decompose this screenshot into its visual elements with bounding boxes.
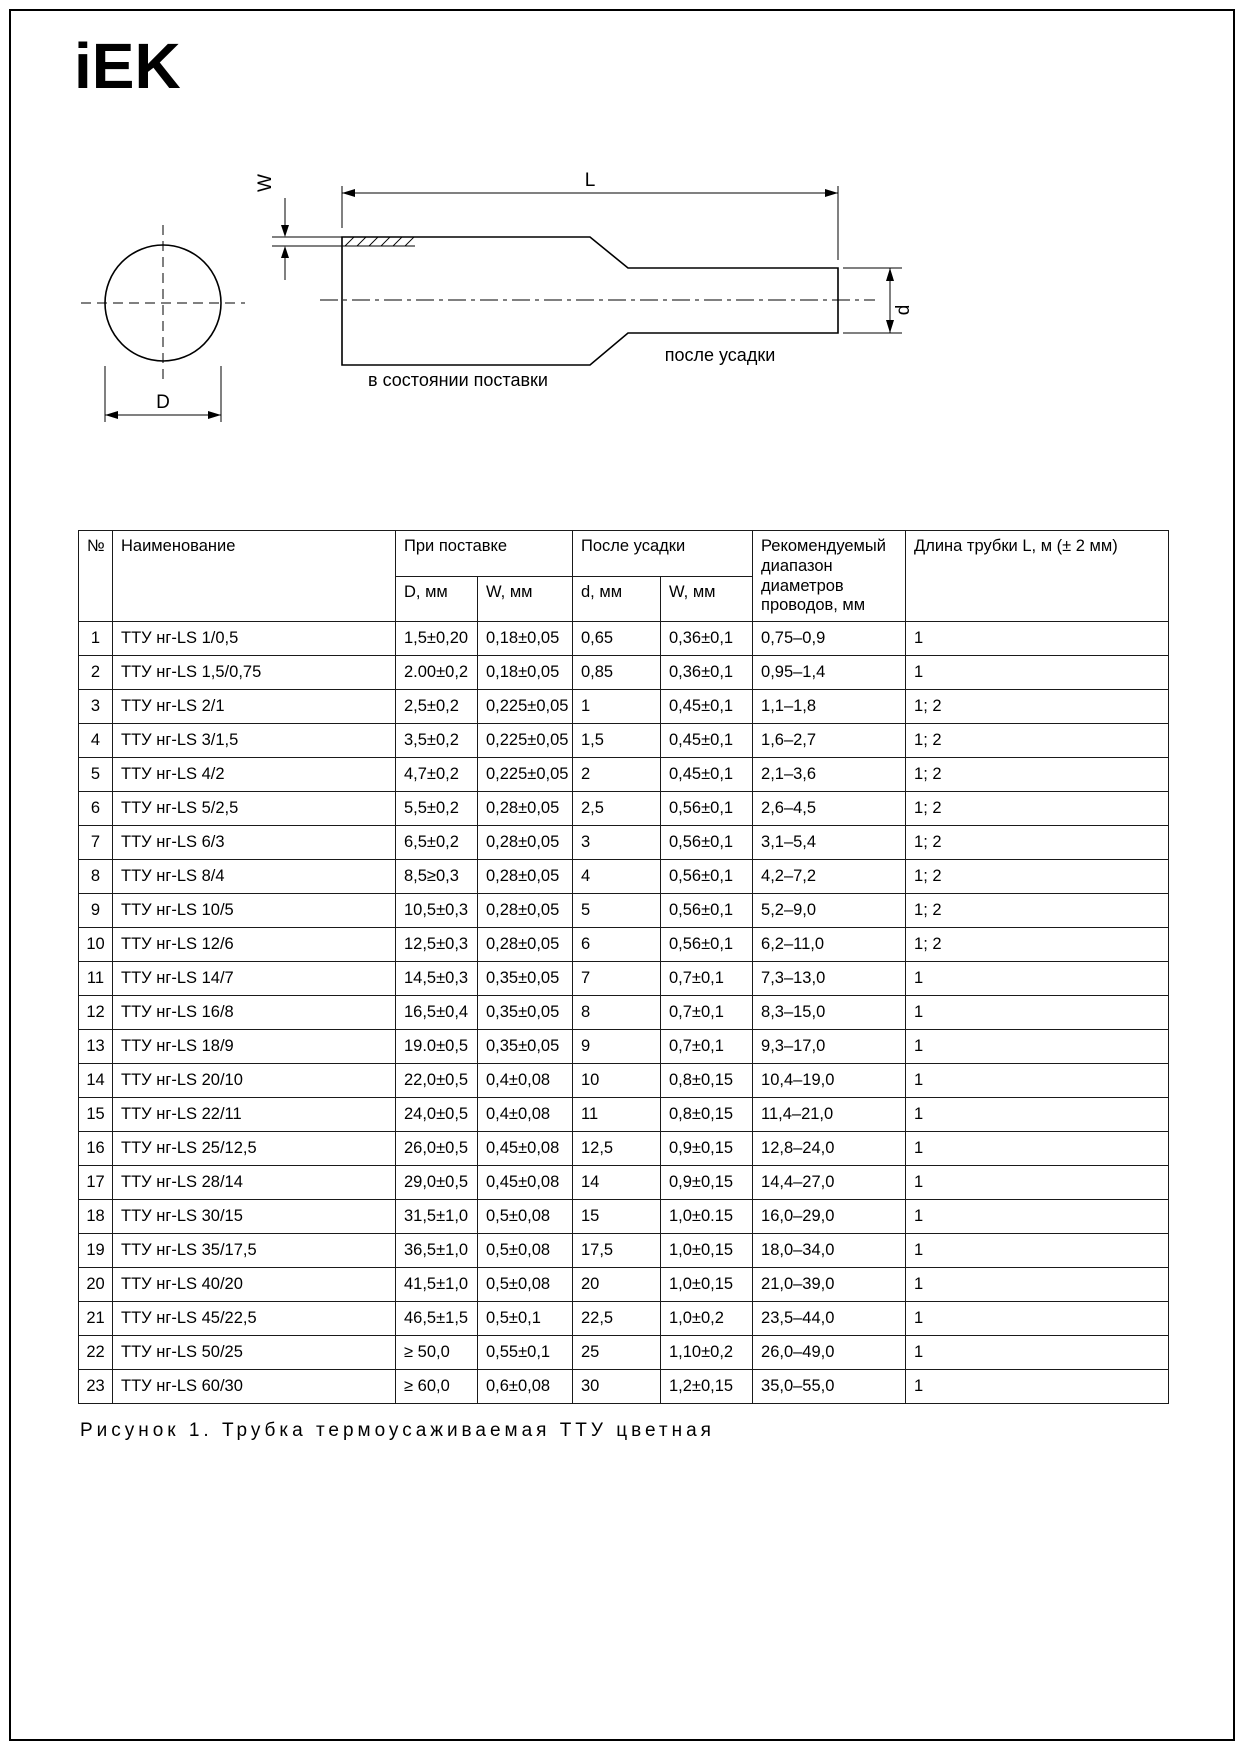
spec-table-body [79, 622, 1169, 1404]
table-row [79, 690, 1169, 724]
table-cell: ТТУ нг-LS 3/1,5 [113, 724, 396, 758]
dim-label-d: d [893, 304, 914, 316]
table-cell: 18,0–34,0 [753, 1234, 906, 1268]
table-cell: 0,9±0,15 [661, 1132, 753, 1166]
header-W-mm-after: W, мм [661, 576, 753, 622]
table-cell: 7 [79, 826, 113, 860]
table-cell: ТТУ нг-LS 60/30 [113, 1370, 396, 1404]
table-cell: 41,5±1,0 [396, 1268, 478, 1302]
table-cell: 1,5 [573, 724, 661, 758]
table-cell: 10,5±0,3 [396, 894, 478, 928]
table-cell: 17 [79, 1166, 113, 1200]
table-cell: ТТУ нг-LS 22/11 [113, 1098, 396, 1132]
table-row [79, 1200, 1169, 1234]
table-row [79, 656, 1169, 690]
table-cell: 31,5±1,0 [396, 1200, 478, 1234]
table-cell: 26,0–49,0 [753, 1336, 906, 1370]
table-cell: ТТУ нг-LS 20/10 [113, 1064, 396, 1098]
table-cell: 3,5±0,2 [396, 724, 478, 758]
dim-label-D: D [156, 392, 170, 413]
table-row [79, 962, 1169, 996]
table-cell: 0,7±0,1 [661, 996, 753, 1030]
header-D-mm: D, мм [396, 576, 478, 622]
spec-table [78, 530, 1169, 1404]
table-cell: 1; 2 [906, 928, 1169, 962]
table-cell: 5 [79, 758, 113, 792]
table-cell: 0,56±0,1 [661, 928, 753, 962]
table-cell: 7,3–13,0 [753, 962, 906, 996]
table-cell: 2,5 [573, 792, 661, 826]
dim-W-arrow-down [281, 225, 289, 237]
table-cell: 1 [906, 1200, 1169, 1234]
table-cell: 2 [79, 656, 113, 690]
table-cell: 1 [79, 622, 113, 656]
table-cell: 4 [79, 724, 113, 758]
dim-D-arrow-left [105, 411, 118, 419]
table-cell: ТТУ нг-LS 4/2 [113, 758, 396, 792]
table-cell: 1,5±0,20 [396, 622, 478, 656]
table-cell: 0,36±0,1 [661, 622, 753, 656]
table-cell: 4,2–7,2 [753, 860, 906, 894]
table-cell: 0,7±0,1 [661, 962, 753, 996]
table-cell: 15 [573, 1200, 661, 1234]
table-row [79, 1370, 1169, 1404]
wall-hatching [345, 237, 414, 246]
table-cell: 6 [79, 792, 113, 826]
header-num: № [79, 531, 113, 622]
table-cell: 12,8–24,0 [753, 1132, 906, 1166]
table-cell: 14,5±0,3 [396, 962, 478, 996]
dim-label-W: W [255, 174, 276, 192]
table-row [79, 1064, 1169, 1098]
dim-D-arrow-right [208, 411, 221, 419]
table-cell: 17,5 [573, 1234, 661, 1268]
table-cell: 1 [906, 1166, 1169, 1200]
table-cell: 0,35±0,05 [478, 962, 573, 996]
table-cell: ТТУ нг-LS 18/9 [113, 1030, 396, 1064]
table-cell: 1,0±0,15 [661, 1234, 753, 1268]
table-cell: 0,5±0,08 [478, 1200, 573, 1234]
table-cell: 4 [573, 860, 661, 894]
table-cell: 1 [906, 1268, 1169, 1302]
table-cell: 3,1–5,4 [753, 826, 906, 860]
header-d-mm: d, мм [573, 576, 661, 622]
iek-logo: iEK [74, 30, 181, 102]
table-cell: 22,5 [573, 1302, 661, 1336]
table-row [79, 1234, 1169, 1268]
table-cell: 12,5 [573, 1132, 661, 1166]
table-cell: 0,45±0,08 [478, 1166, 573, 1200]
table-cell: 0,35±0,05 [478, 996, 573, 1030]
table-cell: 10 [79, 928, 113, 962]
table-row [79, 996, 1169, 1030]
table-cell: 1,2±0,15 [661, 1370, 753, 1404]
table-cell: 14 [79, 1064, 113, 1098]
table-cell: 15 [79, 1098, 113, 1132]
dim-d-arrow-bottom [886, 320, 894, 333]
table-cell: 26,0±0,5 [396, 1132, 478, 1166]
table-cell: 6,5±0,2 [396, 826, 478, 860]
table-row [79, 1268, 1169, 1302]
table-cell: ТТУ нг-LS 14/7 [113, 962, 396, 996]
table-cell: 21 [79, 1302, 113, 1336]
table-cell: 36,5±1,0 [396, 1234, 478, 1268]
technical-drawing [75, 148, 920, 448]
table-cell: 2,1–3,6 [753, 758, 906, 792]
table-cell: 11 [573, 1098, 661, 1132]
table-cell: 0,9±0,15 [661, 1166, 753, 1200]
table-cell: 1 [906, 656, 1169, 690]
label-delivery-state: в состоянии поставки [368, 370, 548, 390]
table-cell: 12,5±0,3 [396, 928, 478, 962]
table-cell: 9,3–17,0 [753, 1030, 906, 1064]
table-row [79, 1336, 1169, 1370]
table-cell: 11 [79, 962, 113, 996]
table-cell: 1 [906, 622, 1169, 656]
table-row [79, 622, 1169, 656]
table-cell: 0,65 [573, 622, 661, 656]
table-cell: 1; 2 [906, 724, 1169, 758]
table-cell: ≥ 60,0 [396, 1370, 478, 1404]
table-cell: 0,45±0,08 [478, 1132, 573, 1166]
table-cell: 4,7±0,2 [396, 758, 478, 792]
table-cell: 0,45±0,1 [661, 724, 753, 758]
table-cell: ≥ 50,0 [396, 1336, 478, 1370]
table-cell: 7 [573, 962, 661, 996]
table-cell: 23,5–44,0 [753, 1302, 906, 1336]
table-cell: 1,0±0.15 [661, 1200, 753, 1234]
table-cell: 0,45±0,1 [661, 758, 753, 792]
table-cell: 21,0–39,0 [753, 1268, 906, 1302]
table-cell: 29,0±0,5 [396, 1166, 478, 1200]
table-cell: 0,5±0,1 [478, 1302, 573, 1336]
table-cell: ТТУ нг-LS 1/0,5 [113, 622, 396, 656]
spec-table-header [79, 531, 1169, 622]
table-cell: 23 [79, 1370, 113, 1404]
table-cell: 0,28±0,05 [478, 928, 573, 962]
table-cell: 2,5±0,2 [396, 690, 478, 724]
table-cell: 1; 2 [906, 860, 1169, 894]
table-cell: ТТУ нг-LS 30/15 [113, 1200, 396, 1234]
dim-L-arrow-left [342, 189, 355, 197]
label-shrunk-state: после усадки [664, 345, 776, 365]
table-cell: 0,225±0,05 [478, 690, 573, 724]
table-cell: ТТУ нг-LS 35/17,5 [113, 1234, 396, 1268]
header-length: Длина трубки L, м (± 2 мм) [906, 531, 1169, 622]
table-cell: 10 [573, 1064, 661, 1098]
table-row [79, 724, 1169, 758]
table-cell: 3 [79, 690, 113, 724]
table-cell: 1 [906, 996, 1169, 1030]
table-cell: 0,36±0,1 [661, 656, 753, 690]
table-cell: 0,225±0,05 [478, 724, 573, 758]
table-cell: 22,0±0,5 [396, 1064, 478, 1098]
table-cell: 1,10±0,2 [661, 1336, 753, 1370]
table-cell: 0,55±0,1 [478, 1336, 573, 1370]
table-cell: ТТУ нг-LS 40/20 [113, 1268, 396, 1302]
table-cell: 2.00±0,2 [396, 656, 478, 690]
table-cell: 0,28±0,05 [478, 826, 573, 860]
table-row [79, 826, 1169, 860]
table-cell: ТТУ нг-LS 28/14 [113, 1166, 396, 1200]
table-cell: 13 [79, 1030, 113, 1064]
table-cell: 1,0±0,2 [661, 1302, 753, 1336]
table-cell: ТТУ нг-LS 8/4 [113, 860, 396, 894]
table-cell: ТТУ нг-LS 2/1 [113, 690, 396, 724]
table-cell: 0,4±0,08 [478, 1064, 573, 1098]
table-cell: 19 [79, 1234, 113, 1268]
table-row [79, 1166, 1169, 1200]
table-cell: ТТУ нг-LS 25/12,5 [113, 1132, 396, 1166]
table-cell: 0,56±0,1 [661, 860, 753, 894]
table-cell: 0,18±0,05 [478, 622, 573, 656]
table-cell: 8,3–15,0 [753, 996, 906, 1030]
table-cell: 8 [79, 860, 113, 894]
table-cell: 0,225±0,05 [478, 758, 573, 792]
table-cell: 2 [573, 758, 661, 792]
table-cell: 6,2–11,0 [753, 928, 906, 962]
table-cell: 0,6±0,08 [478, 1370, 573, 1404]
table-cell: 0,28±0,05 [478, 860, 573, 894]
table-cell: ТТУ нг-LS 1,5/0,75 [113, 656, 396, 690]
table-cell: 1 [906, 962, 1169, 996]
table-cell: 0,75–0,9 [753, 622, 906, 656]
table-cell: 5 [573, 894, 661, 928]
header-range: Рекомендуемый диапазон диаметров проводов, мм [753, 531, 906, 622]
dim-L-arrow-right [825, 189, 838, 197]
table-row [79, 1132, 1169, 1166]
table-cell: 1; 2 [906, 826, 1169, 860]
table-cell: 1; 2 [906, 792, 1169, 826]
table-cell: 16,0–29,0 [753, 1200, 906, 1234]
table-cell: 0,8±0,15 [661, 1098, 753, 1132]
table-cell: 1; 2 [906, 690, 1169, 724]
table-cell: 0,5±0,08 [478, 1234, 573, 1268]
table-cell: 9 [573, 1030, 661, 1064]
table-cell: 1; 2 [906, 758, 1169, 792]
table-cell: 0,56±0,1 [661, 894, 753, 928]
table-cell: 1 [906, 1064, 1169, 1098]
table-cell: 1 [906, 1098, 1169, 1132]
dim-label-L: L [584, 170, 596, 191]
table-cell: 1 [906, 1132, 1169, 1166]
table-cell: 2,6–4,5 [753, 792, 906, 826]
header-W-mm-delivery: W, мм [478, 576, 573, 622]
table-cell: 5,5±0,2 [396, 792, 478, 826]
table-cell: 1 [906, 1336, 1169, 1370]
table-row [79, 792, 1169, 826]
table-cell: 22 [79, 1336, 113, 1370]
table-row [79, 1302, 1169, 1336]
table-cell: 11,4–21,0 [753, 1098, 906, 1132]
table-cell: ТТУ нг-LS 50/25 [113, 1336, 396, 1370]
table-row [79, 860, 1169, 894]
table-row [79, 894, 1169, 928]
table-cell: 8,5≥0,3 [396, 860, 478, 894]
table-cell: 0,56±0,1 [661, 826, 753, 860]
table-cell: 35,0–55,0 [753, 1370, 906, 1404]
table-cell: 19.0±0,5 [396, 1030, 478, 1064]
table-cell: 3 [573, 826, 661, 860]
table-cell: 0,8±0,15 [661, 1064, 753, 1098]
header-name: Наименование [113, 531, 396, 622]
table-cell: 10,4–19,0 [753, 1064, 906, 1098]
table-cell: 0,95–1,4 [753, 656, 906, 690]
table-cell: 1 [906, 1234, 1169, 1268]
table-cell: 1 [906, 1302, 1169, 1336]
table-cell: 18 [79, 1200, 113, 1234]
table-cell: 1,1–1,8 [753, 690, 906, 724]
table-row [79, 1030, 1169, 1064]
table-cell: ТТУ нг-LS 45/22,5 [113, 1302, 396, 1336]
table-cell: 9 [79, 894, 113, 928]
table-cell: 16,5±0,4 [396, 996, 478, 1030]
table-cell: 8 [573, 996, 661, 1030]
table-cell: 0,56±0,1 [661, 792, 753, 826]
table-cell: ТТУ нг-LS 16/8 [113, 996, 396, 1030]
table-cell: 0,35±0,05 [478, 1030, 573, 1064]
table-cell: 0,5±0,08 [478, 1268, 573, 1302]
table-cell: 25 [573, 1336, 661, 1370]
table-row [79, 1098, 1169, 1132]
table-cell: ТТУ нг-LS 6/3 [113, 826, 396, 860]
table-cell: ТТУ нг-LS 5/2,5 [113, 792, 396, 826]
table-cell: ТТУ нг-LS 12/6 [113, 928, 396, 962]
table-cell: 14 [573, 1166, 661, 1200]
table-cell: 1 [906, 1030, 1169, 1064]
table-cell: 1,0±0,15 [661, 1268, 753, 1302]
table-cell: 20 [79, 1268, 113, 1302]
table-row [79, 928, 1169, 962]
table-cell: 1 [906, 1370, 1169, 1404]
table-cell: 30 [573, 1370, 661, 1404]
table-cell: ТТУ нг-LS 10/5 [113, 894, 396, 928]
figure-caption: Рисунок 1. Трубка термоусаживаемая ТТУ цветная [80, 1420, 715, 1441]
table-cell: 1,6–2,7 [753, 724, 906, 758]
table-cell: 14,4–27,0 [753, 1166, 906, 1200]
table-cell: 1; 2 [906, 894, 1169, 928]
table-cell: 46,5±1,5 [396, 1302, 478, 1336]
table-cell: 0,45±0,1 [661, 690, 753, 724]
table-cell: 16 [79, 1132, 113, 1166]
header-group-after: После усадки [573, 531, 753, 577]
table-cell: 20 [573, 1268, 661, 1302]
table-cell: 24,0±0,5 [396, 1098, 478, 1132]
table-cell: 0,28±0,05 [478, 894, 573, 928]
table-row [79, 758, 1169, 792]
table-cell: 0,18±0,05 [478, 656, 573, 690]
table-cell: 0,85 [573, 656, 661, 690]
table-cell: 0,7±0,1 [661, 1030, 753, 1064]
table-cell: 6 [573, 928, 661, 962]
table-cell: 1 [573, 690, 661, 724]
table-cell: 5,2–9,0 [753, 894, 906, 928]
dim-d-arrow-top [886, 268, 894, 281]
dim-W-arrow-up [281, 246, 289, 258]
header-group-delivery: При поставке [396, 531, 573, 577]
table-cell: 0,4±0,08 [478, 1098, 573, 1132]
table-cell: 0,28±0,05 [478, 792, 573, 826]
table-cell: 12 [79, 996, 113, 1030]
